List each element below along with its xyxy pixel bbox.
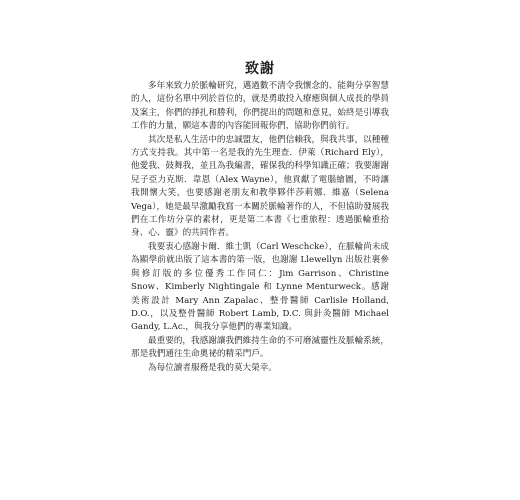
page-title: 致謝 — [245, 61, 275, 77]
paragraph-spirit: 最重要的，我感謝讓我們維持生命的不可磨滅靈性及脈輪系統，那是我們通往生命奧祕的精采門戶。 — [131, 335, 389, 360]
acknowledgements-body — [131, 80, 389, 375]
paragraph-readers: 多年來致力於脈輪研究，邁過數不清令我懷念的、能夠分享智慧的人，這份名單中列於首位的，就是勇敢投入療癒與個人成長的學員及案主，你們的掙扎和勝利，你們提出的問題和意見，始終是引導我工作的力量，願這本書的內容能回報你們，協助你們前行。 — [131, 81, 389, 132]
paragraph-publisher: 我要衷心感謝卡爾．維士凱（Carl Weschcke），在脈輪尚未成為顯學前就出版了這本書的第一版，也謝謝 Llewellyn 出版社裏參與修訂版的多位優秀工作同仁：Jim Garrison、Christine Snow、Kimberly Nightingale 和 Lynne Menturweck。感謝美術設計 Mary Ann Zapalac、整骨醫師 Carlisle Holland, D.O.，以及整骨醫師 Robert Lamb, D.C. 與針灸醫師 Michael Gandy, L.Ac.，與我分享他們的專業知識。 — [131, 241, 389, 333]
paragraph-allies: 其次是私人生活中的忠誠盟友，他們信賴我，與我共事，以種種方式支持我。其中第一名是我的先生理查．伊萊（Richard Ely），他愛我、鼓舞我，並且為我編書，確保我的科學知識正確；我要謝謝兒子亞力克斯．韋恩（Alex Wayne），他貢獻了電腦繪圖，不時讓我開懷大笑，也要感謝老朋友和教學夥伴莎莉娜．維嘉（Selena Vega），她是最早激勵我寫一本關於脈輪著作的人，不但協助發展我們在工作坊分享的素材，更是第二本書《七重旅程：透過脈輪重拾身、心、靈》的共同作者。 — [131, 134, 389, 239]
paragraph-closing: 為每位讀者服務是我的莫大榮幸。 — [148, 362, 277, 373]
